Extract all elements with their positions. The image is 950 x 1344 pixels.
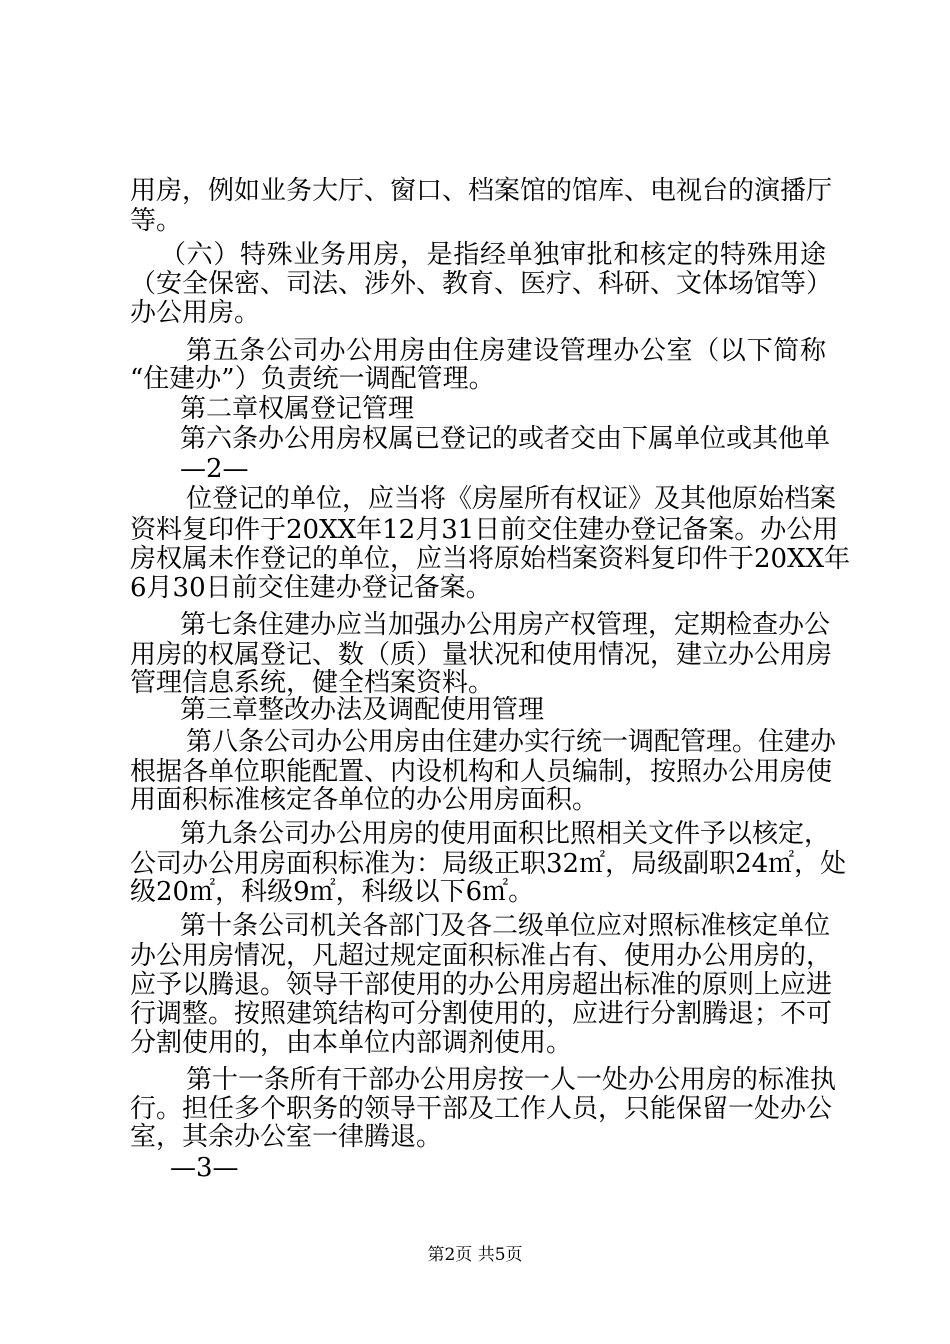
text-line: 资料复印件于20XX年12月31日前交住建办登记备案。办公用 xyxy=(130,515,839,545)
text-line: 第八条公司办公用房由住建办实行统一调配管理。住建办 xyxy=(186,727,837,757)
text-line: 第六条办公用房权属已登记的或者交由下属单位或其他单 xyxy=(180,424,831,454)
text-line: 行。担任多个职务的领导干部及工作人员，只能保留一处办公 xyxy=(130,1094,833,1124)
text-line: 用面积标准核定各单位的办公用房面积。 xyxy=(130,785,599,815)
text-line: 分割使用的，由本单位内部调剂使用。 xyxy=(130,1028,573,1058)
text-line: 等。 xyxy=(130,206,183,236)
text-line: 用房的权属登记、数（质）量状况和使用情况，建立办公用房 xyxy=(130,640,833,670)
text-line: 第七条住建办应当加强办公用房产权管理，定期检查办公 xyxy=(180,610,831,640)
text-line: 用房，例如业务大厅、窗口、档案馆的馆库、电视台的演播厅 xyxy=(130,176,833,206)
chapter-heading: 第二章权属登记管理 xyxy=(180,394,415,424)
text-line: 第十一条所有干部办公用房按一人一处办公用房的标准执 xyxy=(186,1065,837,1095)
text-line: 6月30日前交住建办登记备案。 xyxy=(130,573,492,603)
chapter-heading: 第三章整改办法及调配使用管理 xyxy=(180,695,545,725)
text-line: 级20㎡，科级9㎡，科级以下6㎡。 xyxy=(130,877,535,907)
text-line: （六）特殊业务用房，是指经单独审批和核定的特殊用途 xyxy=(160,240,826,270)
text-line: 位登记的单位，应当将《房屋所有权证》及其他原始档案 xyxy=(186,484,837,514)
text-line: 第九条公司办公用房的使用面积比照相关文件予以核定， xyxy=(180,819,831,849)
text-line: 行调整。按照建筑结构可分割使用的，应进行分割腾退；不可 xyxy=(130,999,833,1029)
text-line: “住建办”）负责统一调配管理。 xyxy=(130,364,495,394)
text-line: 室，其余办公室一律腾退。 xyxy=(130,1122,443,1152)
text-line: 应予以腾退。领导干部使用的办公用房超出标准的原则上应进 xyxy=(130,970,833,1000)
text-line: （安全保密、司法、涉外、教育、医疗、科研、文体场馆等） xyxy=(130,269,833,299)
text-line: 管理信息系统，健全档案资料。 xyxy=(130,668,495,698)
page-number-marker: —2— xyxy=(180,454,249,484)
text-line: 第十条公司机关各部门及各二级单位应对照标准核定单位 xyxy=(180,911,831,941)
text-line: 根据各单位职能配置、内设机构和人员编制，按照办公用房使 xyxy=(130,757,833,787)
text-line: 房权属未作登记的单位，应当将原始档案资料复印件于20XX年 xyxy=(130,544,851,574)
page-number-marker: —3— xyxy=(170,1153,239,1183)
text-line: 办公用房情况，凡超过规定面积标准占有、使用办公用房的， xyxy=(130,941,833,971)
text-line: 办公用房。 xyxy=(130,298,261,328)
text-line: 公司办公用房面积标准为：局级正职32㎡，局级副职24㎡，处 xyxy=(130,849,847,879)
page-footer: 第2页 共5页 xyxy=(427,1245,523,1265)
text-line: 第五条公司办公用房由住房建设管理办公室（以下简称 xyxy=(186,336,826,366)
